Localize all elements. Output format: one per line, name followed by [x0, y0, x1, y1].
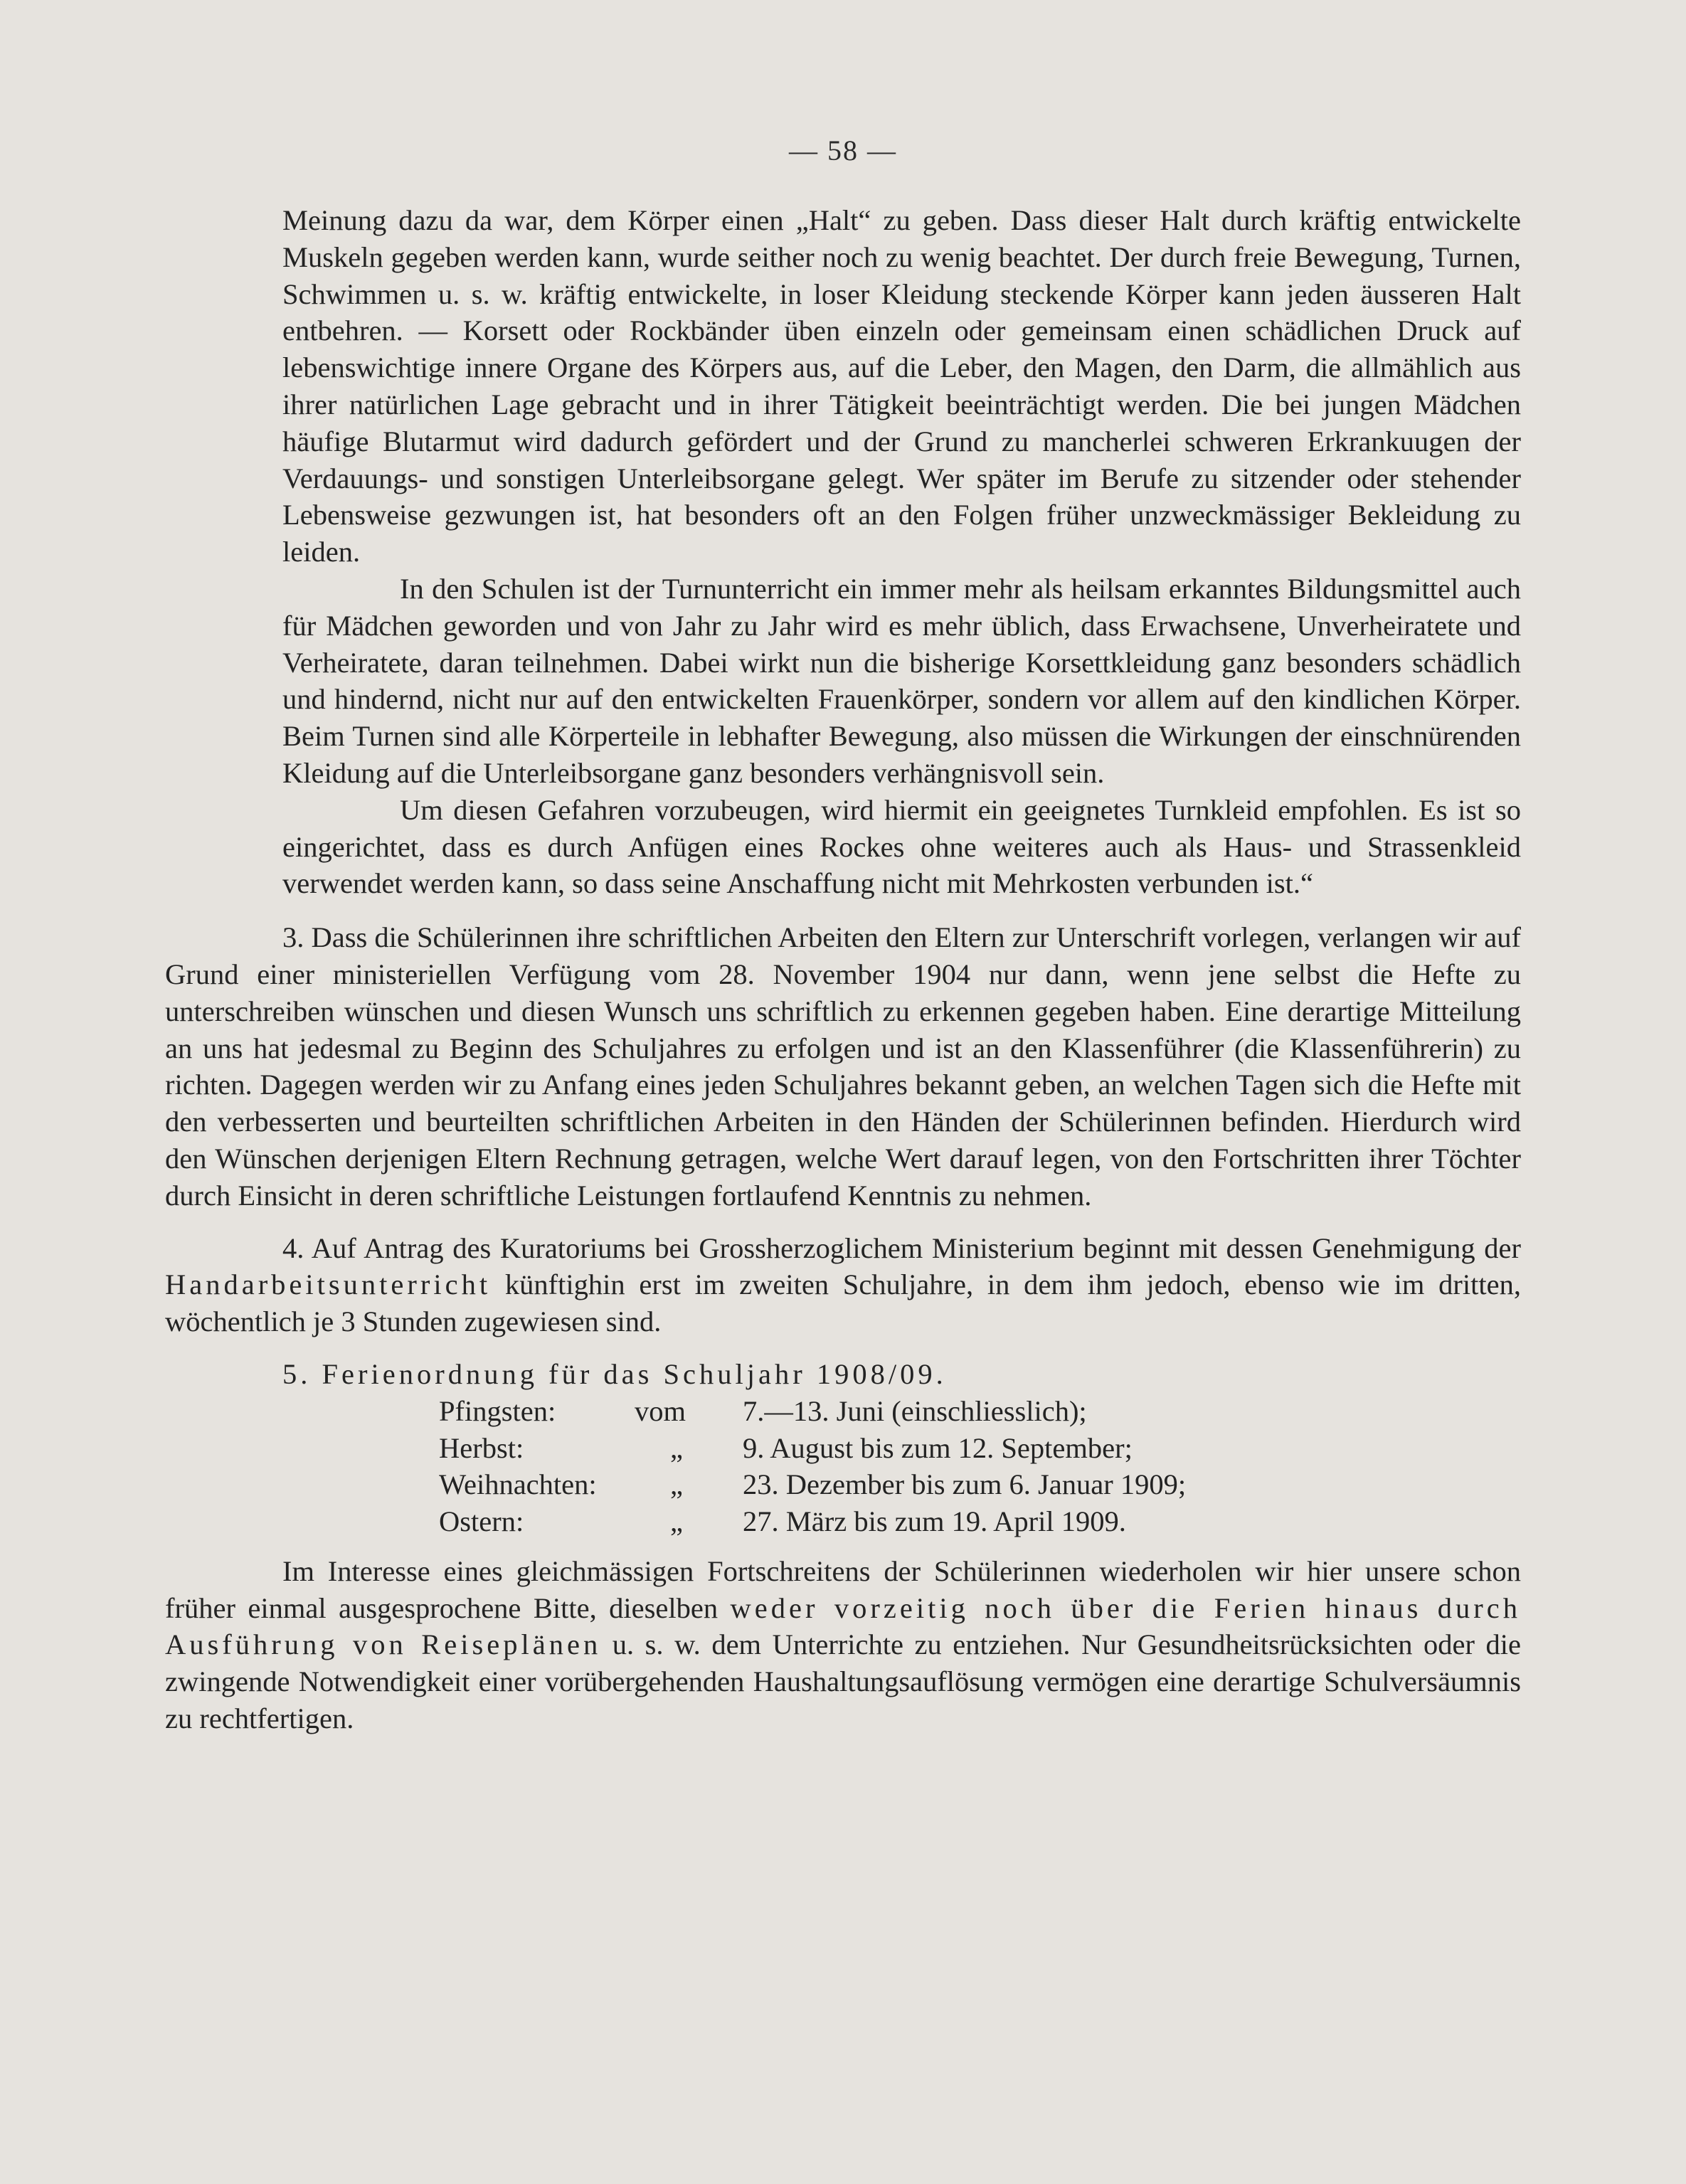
holiday-dates: 27. März bis zum 19. April 1909.	[743, 1505, 1126, 1538]
quote-paragraph-1: Meinung dazu da war, dem Körper einen „Halt“ zu geben. Dass dieser Halt durch kräftig entwickelte Muskeln gegeben werden kann, wurde seither noch zu wenig beachtet. Der durch freie Bewegung, Turnen, Schwimmen u. s. w. kräftig entwickelte, in loser Kleidung steckende Körper kann jeden äusseren Halt entbehren. — Korsett oder Rockbänder üben einzeln oder gemeinsam einen schädlichen Druck auf lebenswichtige innere Organe des Körpers aus, auf die Leber, den Magen, den Darm, die allmählich aus ihrer natürlichen Lage gebracht und in ihrer Tätigkeit beeinträchtigt werden. Die bei jungen Mädchen häufige Blutarmut wird dadurch gefördert und der Grund zu mancherlei schweren Erkrankuugen der Verdauungs- und sonstigen Unterleibsorgane gelegt. Wer später im Berufe zu sitzender oder stehender Lebensweise gezwungen ist, hat besonders oft an den Folgen früher unzweckmässiger Bekleidung zu leiden.	[282, 204, 1521, 568]
item-4-paragraph	[165, 1230, 1521, 1340]
holiday-prefix: „	[670, 1431, 683, 1464]
item-4-text-after: künftighin erst im zweiten Schuljahre, in dem ihm jedoch, ebenso wie im dritten, wöchentlich je 3 Stunden zugewiesen sind.	[165, 1268, 1522, 1338]
schedule-row	[439, 1466, 1186, 1503]
holiday-name: Ostern:	[439, 1505, 524, 1538]
holiday-dates: 7.—13. Juni (einschliesslich);	[743, 1394, 1087, 1427]
holiday-dates: 23. Dezember bis zum 6. Januar 1909;	[743, 1468, 1187, 1501]
quote-paragraph-3: Um diesen Gefahren vorzubeugen, wird hiermit ein geeignetes Turnkleid empfohlen. Es ist so eingerichtet, dass es durch Anfügen eines Rockes ohne weiteres auch als Haus- und Strassenkleid verwendet werden kann, so dass seine Anschaffung nicht mit Mehrkosten verbunden ist.“	[282, 793, 1521, 900]
closing-paragraph	[165, 1553, 1521, 1737]
schedule-row	[439, 1430, 1186, 1467]
holiday-prefix: „	[670, 1468, 683, 1501]
holiday-prefix: „	[670, 1505, 683, 1538]
item-4-text-before: 4. Auf Antrag des Kuratoriums bei Grossherzoglichem Ministerium beginnt mit dessen Genehmigung der	[282, 1231, 1521, 1264]
holiday-name: Weihnachten:	[439, 1468, 597, 1501]
schedule-row	[439, 1503, 1186, 1540]
body-text	[165, 202, 1521, 1737]
closing-text-a: Im Interesse eines gleichmässigen Fortschreitens der Schülerinnen wiederholen wir hier unsere schon früher einmal ausgesprochene Bitte, dieselben	[165, 1554, 1521, 1624]
schedule-row	[439, 1393, 1186, 1430]
item-4-spaced-term: Handarbeitsunterricht	[165, 1268, 492, 1301]
quoted-section	[165, 202, 1521, 902]
holiday-schedule	[439, 1393, 1186, 1540]
holiday-dates: 9. August bis zum 12. September;	[743, 1431, 1133, 1464]
page-number: — 58 —	[789, 134, 897, 166]
holiday-prefix: vom	[635, 1394, 686, 1427]
holiday-name: Pfingsten:	[439, 1394, 556, 1427]
item-3-paragraph: 3. Dass die Schülerinnen ihre schriftlichen Arbeiten den Eltern zur Unterschrift vorlegen, verlangen wir auf Grund einer ministeriellen Verfügung vom 28. November 1904 nur dann, wenn jene selbst die Hefte zu unterschreiben wünschen und diesen Wunsch uns schriftlich zu erkennen gegeben haben. Eine derartige Mitteilung an uns hat jedesmal zu Beginn des Schuljahres zu erfolgen und ist an den Klassenführer (die Klassenführerin) zu richten. Dagegen werden wir zu Anfang eines jeden Schuljahres bekannt geben, an welchen Tagen sich die Hefte mit den verbesserten und beurteilten schriftlichen Arbeiten in den Händen der Schülerinnen befinden. Hierdurch wird den Wünschen derjenigen Eltern Rechnung getragen, welche Wert darauf legen, von den Fortschritten ihrer Töchter durch Einsicht in deren schriftliche Leistungen fortlaufend Kenntnis zu nehmen.	[165, 921, 1521, 1212]
quote-paragraph-2: In den Schulen ist der Turnunterricht ein immer mehr als heilsam erkanntes Bildungsmittel auch für Mädchen geworden und von Jahr zu Jahr wird es mehr üblich, dass Erwachsene, Unverheiratete und Verheiratete, daran teilnehmen. Dabei wirkt nun die bisherige Korsettkleidung ganz besonders schädlich und hindernd, nicht nur auf den entwickelten Frauenkörper, sondern vor allem auf den kindlichen Körper. Beim Turnen sind alle Körperteile in lebhafter Bewegung, also müssen die Wirkungen der einschnürenden Kleidung auf die Unterleibsorgane ganz besonders verhängnisvoll sein.	[282, 572, 1521, 789]
holiday-name: Herbst:	[439, 1431, 524, 1464]
holiday-heading: 5. Ferienordnung für das Schuljahr 1908/09.	[282, 1357, 947, 1390]
closing-text-c: u. s. w. dem Unterrichte zu entziehen. Nur Gesundheitsrücksichten oder die zwingende Notwendigkeit einer vorübergehenden Haushaltungsauflösung vermögen eine derartige Schulversäumnis zu rechtfertigen.	[165, 1628, 1521, 1735]
closing-spaced-text: weder vorzeitig noch über die Ferien hinaus durch Ausführung von Reiseplänen	[165, 1591, 1521, 1661]
